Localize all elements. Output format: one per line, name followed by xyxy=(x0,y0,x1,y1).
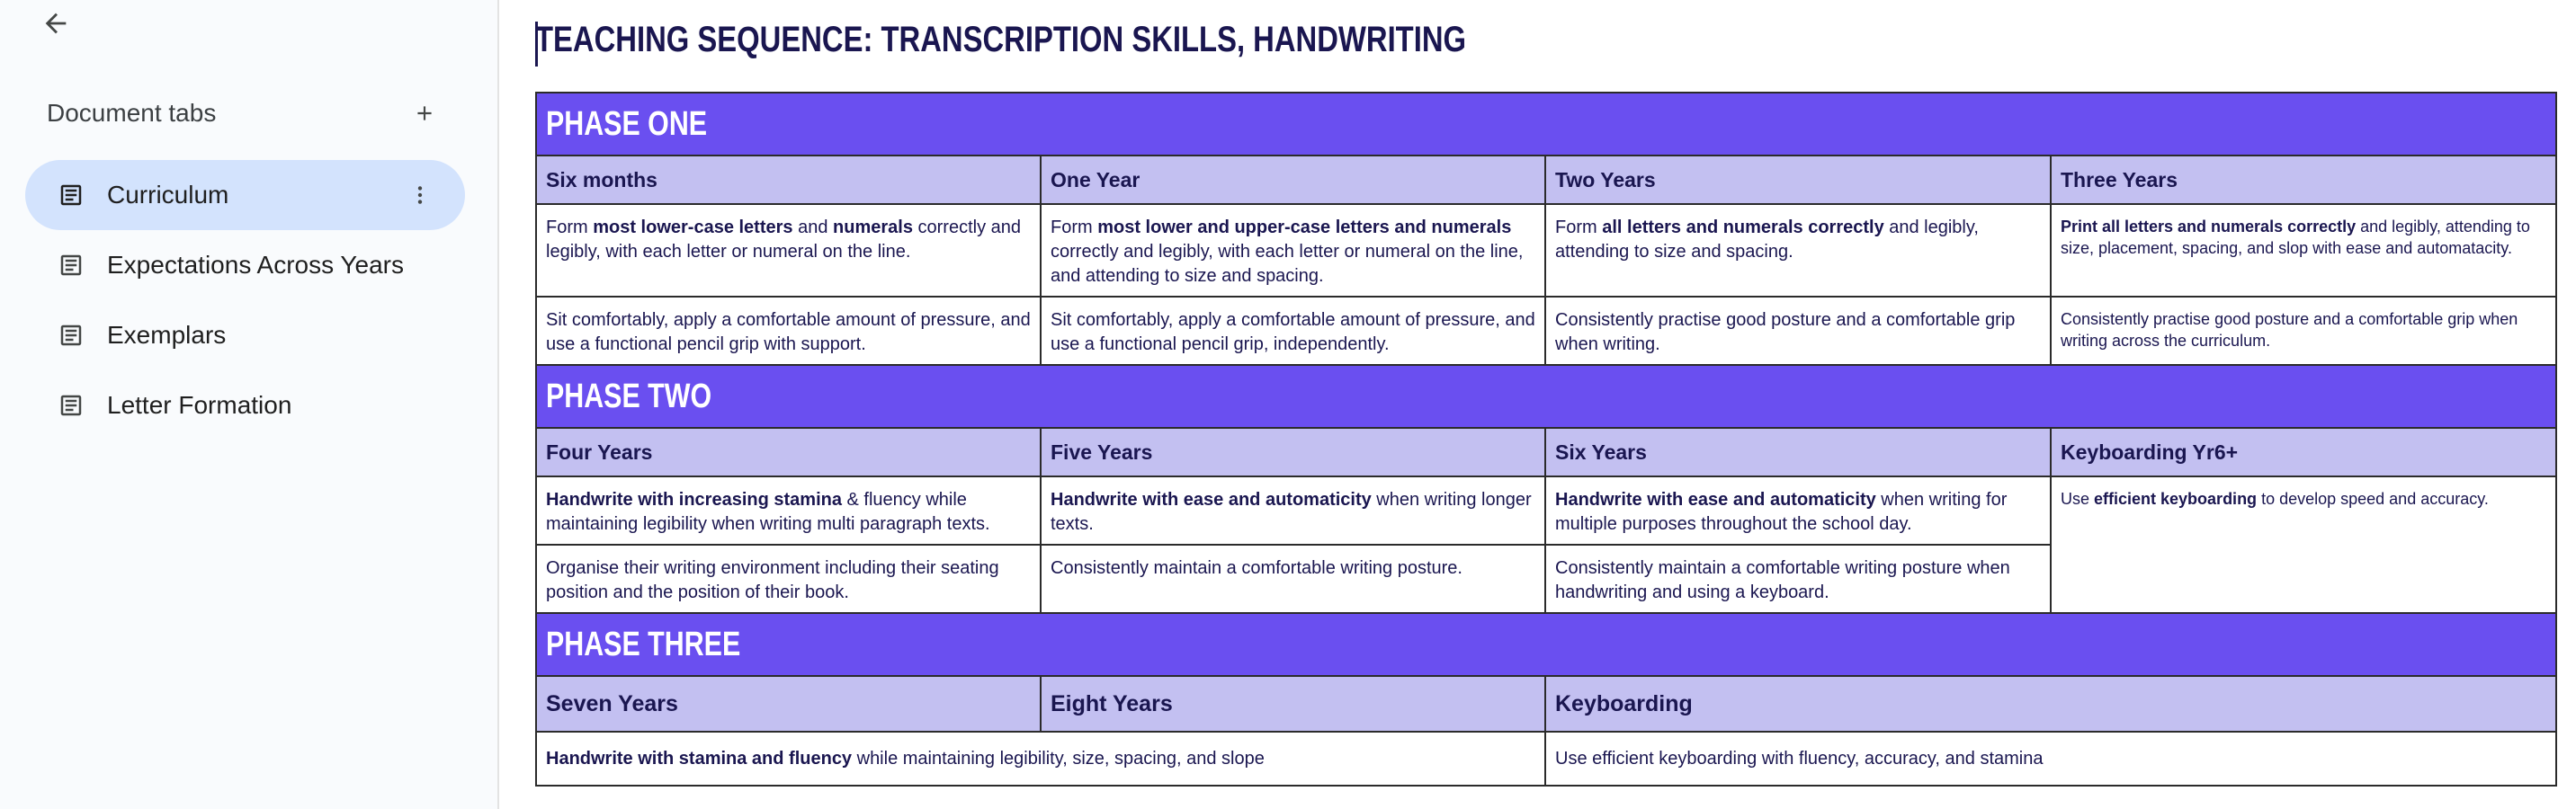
table-cell[interactable]: Consistently practise good posture and a comfortable grip when writing. xyxy=(1545,297,2051,365)
phase-band-row xyxy=(536,365,2556,428)
cell-text: correctly and legibly, with each letter or numeral on the line, and attending to size and spacing. xyxy=(1051,242,1524,286)
back-button[interactable] xyxy=(36,4,76,43)
column-header-row xyxy=(536,428,2556,476)
phase-band[interactable] xyxy=(536,365,2556,428)
table-cell[interactable] xyxy=(536,476,1041,545)
table-cell[interactable]: Consistently practise good posture and a comfortable grip when writing across the curriculum. xyxy=(2051,297,2556,365)
phase-band-row xyxy=(536,613,2556,676)
table-cell[interactable] xyxy=(2051,204,2556,297)
column-header-row xyxy=(536,676,2556,732)
cell-bold-text: Handwrite with ease and automaticity xyxy=(1555,490,1876,510)
cell-bold-text: Print all letters and numerals correctly xyxy=(2061,218,2357,236)
tabs-header xyxy=(47,94,443,132)
tab-exemplars[interactable] xyxy=(25,300,465,370)
column-header[interactable]: Seven Years xyxy=(536,676,1041,732)
more-vertical-icon xyxy=(408,183,432,207)
tab-label: Curriculum xyxy=(107,181,229,209)
column-header[interactable]: Keyboarding Yr6+ xyxy=(2051,428,2556,476)
cell-bold-text: Handwrite with ease and automaticity xyxy=(1051,490,1372,510)
cell-text: Form xyxy=(546,218,594,237)
cell-text: when writing for multiple purposes throughout the school day. xyxy=(1555,490,2008,534)
cell-text: Form xyxy=(1555,218,1603,237)
tab-options-button[interactable] xyxy=(402,177,438,213)
cell-text: and xyxy=(792,218,834,237)
document-title[interactable]: TEACHING SEQUENCE: TRANSCRIPTION SKILLS, HANDWRITING xyxy=(535,20,1467,59)
table-cell[interactable] xyxy=(536,204,1041,297)
table-cell[interactable]: Sit comfortably, apply a comfortable amount of pressure, and use a functional pencil grip with support. xyxy=(536,297,1041,365)
table-row xyxy=(536,297,2556,365)
phase-band[interactable] xyxy=(536,613,2556,676)
document-icon xyxy=(58,182,85,209)
add-tab-button[interactable] xyxy=(407,95,443,131)
column-header-row xyxy=(536,156,2556,204)
tab-label: Letter Formation xyxy=(107,391,292,419)
table-cell[interactable]: Consistently maintain a comfortable writing posture. xyxy=(1041,545,1545,613)
table-cell[interactable]: Organise their writing environment including their seating position and the position of their book. xyxy=(536,545,1041,613)
table-row xyxy=(536,732,2556,786)
phase-label: PHASE ONE xyxy=(546,104,708,143)
column-header[interactable]: Six Years xyxy=(1545,428,2051,476)
column-header[interactable]: Four Years xyxy=(536,428,1041,476)
cell-text: while maintaining legibility, size, spacing, and slope xyxy=(852,748,1265,769)
table-cell[interactable]: Consistently maintain a comfortable writing posture when handwriting and using a keyboard. xyxy=(1545,545,2051,613)
table-cell[interactable] xyxy=(1041,204,1545,297)
cell-bold-text: most lower and upper-case letters and numerals xyxy=(1097,218,1512,237)
phase-label: PHASE TWO xyxy=(546,377,712,415)
table-cell[interactable] xyxy=(536,732,1545,786)
tab-label: Exemplars xyxy=(107,321,227,349)
table-cell[interactable]: Sit comfortably, apply a comfortable amount of pressure, and use a functional pencil grip, independently. xyxy=(1041,297,1545,365)
cell-text: Form xyxy=(1051,218,1098,237)
tab-curriculum[interactable] xyxy=(25,160,465,230)
phase-label: PHASE THREE xyxy=(546,625,741,663)
document-tabs-sidebar xyxy=(0,0,499,809)
cell-text: when writing longer texts. xyxy=(1051,490,1532,534)
cell-bold-text: all letters and numerals correctly xyxy=(1602,218,1884,237)
column-header[interactable]: Keyboarding xyxy=(1545,676,2556,732)
cell-text: & fluency while maintaining legibility when writing multi paragraph texts. xyxy=(546,490,990,534)
document-icon xyxy=(58,322,85,349)
phase-band-row xyxy=(536,93,2556,156)
cell-bold-text: numerals xyxy=(833,218,913,237)
table-cell[interactable] xyxy=(1041,476,1545,545)
tab-label: Expectations Across Years xyxy=(107,251,404,279)
cell-text: and legibly, attending to size and spacing. xyxy=(1555,218,1979,262)
column-header[interactable]: Eight Years xyxy=(1041,676,1545,732)
cell-bold-text: most lower-case letters xyxy=(593,218,793,237)
column-header[interactable]: Three Years xyxy=(2051,156,2556,204)
column-header[interactable]: One Year xyxy=(1041,156,1545,204)
cell-text: correctly and legibly, with each letter or numeral on the line. xyxy=(546,218,1022,262)
plus-icon xyxy=(413,102,436,125)
cell-text: Use xyxy=(2061,490,2095,508)
cell-bold-text: Handwrite with increasing stamina xyxy=(546,490,842,510)
phase-band[interactable] xyxy=(536,93,2556,156)
document-icon xyxy=(58,392,85,419)
tab-letter-formation[interactable] xyxy=(25,370,465,440)
table-cell[interactable] xyxy=(1545,476,2051,545)
table-cell[interactable]: Use efficient keyboarding with fluency, accuracy, and stamina xyxy=(1545,732,2556,786)
cell-bold-text: efficient keyboarding xyxy=(2094,490,2258,508)
tab-list xyxy=(25,160,465,440)
table-row xyxy=(536,204,2556,297)
table-cell[interactable] xyxy=(2051,476,2556,613)
document-page[interactable] xyxy=(499,0,2576,809)
tabs-header-label: Document tabs xyxy=(47,99,217,127)
cell-bold-text: Handwrite with stamina and fluency xyxy=(546,748,853,769)
arrow-left-icon xyxy=(40,8,71,39)
column-header[interactable]: Six months xyxy=(536,156,1041,204)
column-header[interactable]: Five Years xyxy=(1041,428,1545,476)
cell-text: to develop speed and accuracy. xyxy=(2257,490,2489,508)
table-row xyxy=(536,476,2556,545)
cell-text: and legibly, attending to size, placement, spacing, and slop with ease and automatacity. xyxy=(2061,218,2530,257)
tab-expectations-across-years[interactable] xyxy=(25,230,465,300)
table-cell[interactable] xyxy=(1545,204,2051,297)
teaching-sequence-table[interactable] xyxy=(535,92,2557,787)
document-icon xyxy=(58,252,85,279)
column-header[interactable]: Two Years xyxy=(1545,156,2051,204)
